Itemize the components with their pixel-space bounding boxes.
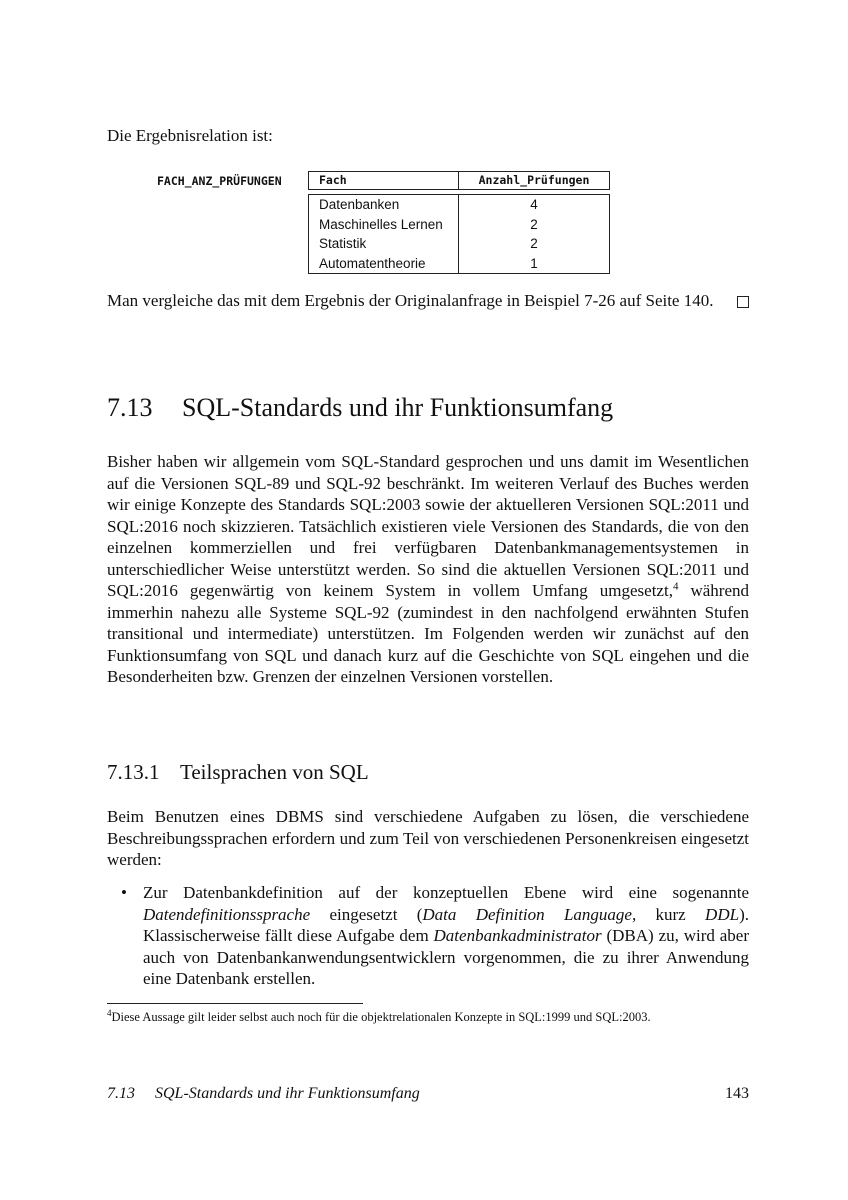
page xyxy=(107,0,749,1200)
cell-anzahl: 1 xyxy=(530,255,538,271)
bullet-icon: • xyxy=(121,883,127,902)
table-row xyxy=(309,195,609,215)
relation-name: FACH_ANZ_PRÜFUNGEN xyxy=(157,174,282,188)
subsection-heading xyxy=(107,758,369,786)
term-ddl-german: Datendefinitionssprache xyxy=(143,904,311,924)
paragraph-dbms-tasks: Beim Benutzen eines DBMS sind verschiedene Aufgaben zu lösen, die verschiedene Beschreibungssprachen erfordern und zum Teil von verschiedenen Personenkreisen eingesetzt werden: xyxy=(107,807,749,869)
relation-body xyxy=(308,194,610,274)
footnote-rule xyxy=(107,1003,363,1004)
footer-section-title: SQL-Standards und ihr Funktionsumfang xyxy=(155,1085,420,1102)
intro-text: Die Ergebnisrelation ist: xyxy=(107,126,273,145)
relation-table xyxy=(308,171,610,274)
subsection-number: 7.13.1 xyxy=(107,760,160,784)
footnote-mark: 4 xyxy=(107,1007,112,1018)
footnote xyxy=(107,1009,749,1026)
subsection-title: Teilsprachen von SQL xyxy=(180,760,369,784)
column-header-anzahl: Anzahl_Prüfungen xyxy=(478,173,590,187)
section-number: 7.13 xyxy=(107,393,153,422)
table-row xyxy=(309,254,609,274)
footnote-reference[interactable]: 4 xyxy=(672,580,679,593)
cell-anzahl: 2 xyxy=(530,236,538,251)
paragraph-standards xyxy=(107,451,749,688)
list-item xyxy=(121,882,749,990)
table-row xyxy=(309,234,609,254)
relation-header xyxy=(308,171,610,190)
cell-fach: Maschinelles Lernen xyxy=(309,215,459,235)
term-ddl-english: Data Definition Language xyxy=(422,904,632,924)
qed-square-icon xyxy=(737,296,749,308)
page-footer xyxy=(107,1084,749,1104)
footer-section-number: 7.13 xyxy=(107,1085,135,1102)
page-number: 143 xyxy=(725,1085,749,1102)
term-dba: Datenbankadministrator xyxy=(433,926,602,945)
paragraph-standards-part2: während immerhin nahezu alle Systeme SQL-92 (zumindest in den nachfolgend erwähnten Stufen transitional und intermediate) unterstützen. Im Folgenden werden wir zunächst auf den Funktionsumfang von SQL und danach kurz auf die Geschichte von SQL eingehen und die Besonderheiten bzw. Grenzen der einzelnen Versionen vorstellen. xyxy=(107,581,750,686)
running-footer xyxy=(107,1085,420,1102)
paragraph-comparison xyxy=(107,290,749,312)
paragraph-standards-part1: Bisher haben wir allgemein vom SQL-Standard gesprochen und uns damit im Wesentlichen auf die Versionen SQL-89 und SQL-92 beschränkt. Im weiteren Verlauf des Buches werden wir einige Konzepte des Standards SQL:2003 sowie der aktuelleren Versionen SQL:2011 und SQL:2016 noch skizzieren. Tatsächlich existieren viele Versionen des Standards, die von den einzelnen kommerziellen und frei verfügbaren Datenbankmanagementsystemen in unterschiedlicher Weise unterstützt werden. So sind die aktuellen Versionen SQL:2011 und SQL:2016 gegenwärtig von keinem System in vollem Umfang umgesetzt, xyxy=(107,452,749,600)
section-heading xyxy=(107,392,613,424)
column-header-fach: Fach xyxy=(309,172,459,189)
cell-fach: Statistik xyxy=(309,234,459,254)
term-ddl-abbrev: DDL xyxy=(705,904,740,924)
cell-anzahl: 4 xyxy=(530,197,538,212)
cell-fach: Automatentheorie xyxy=(309,254,459,274)
list-item-text: Zur Datenbankdefinition auf der konzeptuellen Ebene wird eine sogenannte Datendefinitionssprache eingesetzt (Data Definition Language, kurz DDL). Klassischerweise fällt diese Aufgabe dem Datenbankadministrator (DBA) zu, wird aber auch von Datenbankanwendungsentwicklern vorgenommen, die zu ihrer Anwendung eine Datenbank erstellen. xyxy=(143,883,749,988)
table-row xyxy=(309,215,609,235)
footnote-text: Diese Aussage gilt leider selbst auch noch für die objektrelationalen Konzepte in SQL:1999 und SQL:2003. xyxy=(111,1010,651,1024)
cell-anzahl: 2 xyxy=(530,216,538,232)
section-title: SQL-Standards und ihr Funktionsumfang xyxy=(182,393,614,422)
paragraph-comparison-text: Man vergleiche das mit dem Ergebnis der Originalanfrage in Beispiel 7-26 auf Seite 140. xyxy=(107,291,714,310)
cell-fach: Datenbanken xyxy=(309,195,459,215)
